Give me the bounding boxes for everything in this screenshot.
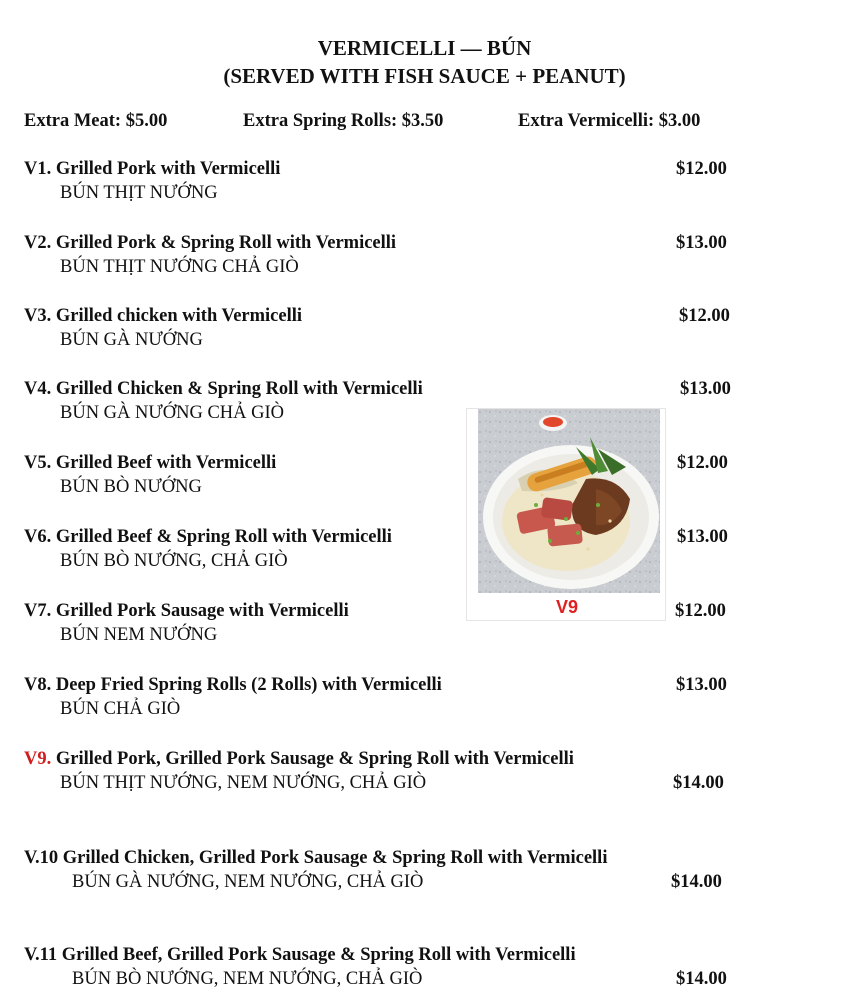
item-name [24,848,607,869]
item-vietnamese-name: BÚN THỊT NƯỚNG CHẢ GIÒ [60,257,299,277]
item-code-highlighted: V9. [24,749,52,769]
item-price: $14.00 [671,872,722,892]
item-title: Grilled chicken with Vermicelli [55,306,303,326]
menu-subtitle: (SERVED WITH FISH SAUCE + PEANUT) [223,64,626,88]
extra-spring-rolls-price: Extra Spring Rolls: $3.50 [243,111,444,131]
item-code: V3. [24,306,52,326]
item-title: Grilled Beef & Spring Roll with Vermicelli [55,527,392,547]
extra-meat-price: Extra Meat: $5.00 [24,111,168,131]
item-price: $12.00 [675,601,726,621]
vermicelli-bowl-image [478,409,660,593]
menu-item-v5 [0,453,849,507]
item-code: V5. [24,453,52,473]
item-name [24,306,302,327]
item-code: V2. [24,233,52,253]
extras-row [0,111,849,137]
item-price: $14.00 [673,773,724,793]
item-vietnamese-name: BÚN CHẢ GIÒ [60,699,181,719]
item-title: Grilled Beef, Grilled Pork Sausage & Spring Roll with Vermicelli [61,945,576,965]
item-price: $13.00 [677,527,728,547]
item-title: Deep Fried Spring Rolls (2 Rolls) with Vermicelli [55,675,442,695]
item-price: $14.00 [676,969,727,989]
menu-item-v8 [0,675,849,729]
item-vietnamese-name: BÚN GÀ NƯỚNG, NEM NƯỚNG, CHẢ GIÒ [72,872,424,892]
item-code: V6. [24,527,52,547]
item-vietnamese-name: BÚN BÒ NƯỚNG, NEM NƯỚNG, CHẢ GIÒ [72,969,423,989]
item-price: $13.00 [680,379,731,399]
item-vietnamese-name: BÚN GÀ NƯỚNG CHẢ GIÒ [60,403,285,423]
item-name [24,453,276,474]
item-name [24,159,280,180]
item-name [24,379,423,400]
item-code: V8. [24,675,52,695]
item-title: Grilled Pork & Spring Roll with Vermicelli [55,233,397,253]
item-code: V.11 [24,945,58,965]
item-vietnamese-name: BÚN BÒ NƯỚNG, CHẢ GIÒ [60,551,288,571]
extra-vermicelli-price: Extra Vermicelli: $3.00 [518,111,701,131]
item-title: Grilled Pork with Vermicelli [55,159,281,179]
item-name [24,233,396,254]
item-code: V1. [24,159,52,179]
item-code: V.10 [24,848,59,868]
item-price: $12.00 [677,453,728,473]
menu-title: VERMICELLI — BÚN [317,36,532,60]
menu-item-v7 [0,601,849,655]
item-vietnamese-name: BÚN GÀ NƯỚNG [60,330,203,350]
menu-item-v6 [0,527,849,581]
item-title: Grilled Chicken, Grilled Pork Sausage & Spring Roll with Vermicelli [62,848,608,868]
item-price: $12.00 [679,306,730,326]
item-name [24,749,574,770]
item-price: $13.00 [676,675,727,695]
item-vietnamese-name: BÚN THỊT NƯỚNG, NEM NƯỚNG, CHẢ GIÒ [60,773,427,793]
item-name [24,601,349,622]
menu-item-v9 [0,749,849,803]
item-name [24,675,442,696]
item-name [24,945,576,966]
item-price: $12.00 [676,159,727,179]
item-title: Grilled Pork Sausage with Vermicelli [55,601,349,621]
dish-photo-v9 [466,408,666,621]
item-vietnamese-name: BÚN NEM NƯỚNG [60,625,218,645]
item-title: Grilled Chicken & Spring Roll with Vermicelli [55,379,423,399]
item-vietnamese-name: BÚN BÒ NƯỚNG [60,477,202,497]
item-title: Grilled Pork, Grilled Pork Sausage & Spring Roll with Vermicelli [55,749,574,769]
menu-item-v4 [0,379,849,433]
item-vietnamese-name: BÚN THỊT NƯỚNG [60,183,218,203]
menu-item-v2 [0,233,849,287]
item-name [24,527,392,548]
item-code: V7. [24,601,52,621]
photo-caption: V9 [555,597,579,617]
menu-item-v1 [0,159,849,213]
menu-item-v3 [0,306,849,360]
menu-item-v10 [0,848,849,902]
item-code: V4. [24,379,52,399]
menu-item-v11 [0,945,849,999]
item-price: $13.00 [676,233,727,253]
item-title: Grilled Beef with Vermicelli [55,453,277,473]
